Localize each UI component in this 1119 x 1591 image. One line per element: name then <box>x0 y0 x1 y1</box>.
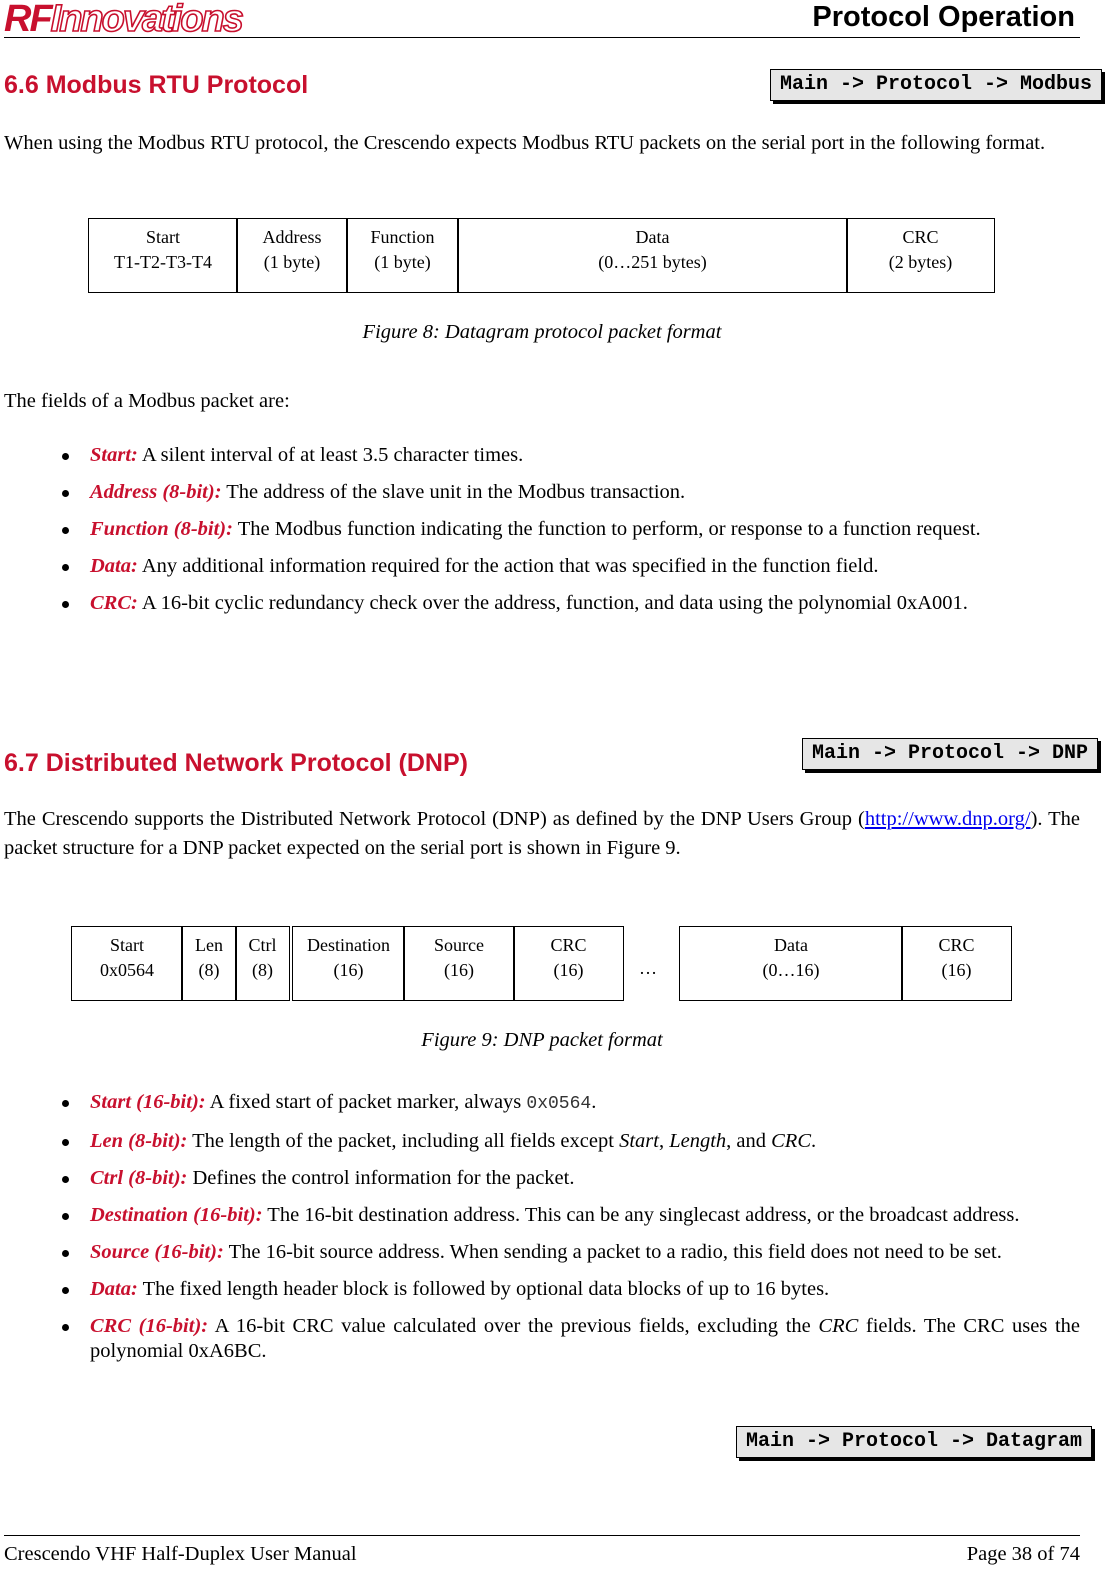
list-item: Address (8-bit): The address of the slave unit in the Modbus transaction. <box>4 480 1080 505</box>
section-heading-dnp: 6.7 Distributed Network Protocol (DNP) <box>4 749 468 777</box>
bullet-icon <box>62 490 69 497</box>
header-rule <box>4 37 1080 38</box>
company-logo: RFInnovations <box>4 0 242 40</box>
modbus-intro: When using the Modbus RTU protocol, the Crescendo expects Modbus RTU packets on the serial port in the following format. <box>4 132 1046 154</box>
packet-field-crc: CRC (2 bytes) <box>846 218 995 293</box>
list-item: Source (16-bit): The 16-bit source address. When sending a packet to a radio, this field does not need to be set. <box>4 1240 1080 1265</box>
modbus-field-list <box>4 443 1080 616</box>
list-item: Len (8-bit): The length of the packet, including all fields except Start, Length, and CRC. <box>4 1129 1080 1154</box>
bullet-icon <box>62 1287 69 1294</box>
packet-field-data: Data (0…16) <box>679 926 903 1001</box>
menu-path-datagram: Main -> Protocol -> Datagram <box>736 1426 1092 1458</box>
packet-field-start: Start 0x0564 <box>71 926 183 1001</box>
page-header-title: Protocol Operation <box>812 1 1075 33</box>
bullet-icon <box>62 1176 69 1183</box>
bullet-icon <box>62 527 69 534</box>
list-item: Start (16-bit): A fixed start of packet marker, always 0x0564. <box>4 1090 1080 1117</box>
list-item: Destination (16-bit): The 16-bit destination address. This can be any singlecast address, or the broadcast address. <box>4 1203 1080 1228</box>
menu-path-modbus: Main -> Protocol -> Modbus <box>770 69 1102 101</box>
bullet-icon <box>62 564 69 571</box>
dnp-intro: The Crescendo supports the Distributed Network Protocol (DNP) as defined by the DNP Users Group (http://www.dnp.org/). The packet structure for a DNP packet expected on the serial port is shown in Figure 9. <box>4 808 1080 859</box>
footer-rule <box>4 1535 1080 1536</box>
list-item: Data: The fixed length header block is followed by optional data blocks of up to 16 bytes. <box>4 1277 1080 1302</box>
packet-ellipsis: … <box>639 958 657 978</box>
menu-path-dnp: Main -> Protocol -> DNP <box>802 738 1098 770</box>
dnp-field-list <box>4 1090 1080 1364</box>
bullet-icon <box>62 1100 69 1107</box>
section-heading-modbus: 6.6 Modbus RTU Protocol <box>4 71 309 99</box>
packet-field-data: Data (0…251 bytes) <box>457 218 848 293</box>
packet-field-crc: CRC (16) <box>901 926 1012 1001</box>
list-item: Start: A silent interval of at least 3.5 character times. <box>4 443 1080 468</box>
dnp-website-link[interactable]: http://www.dnp.org/ <box>864 808 1031 830</box>
list-item: CRC: A 16-bit cyclic redundancy check over the address, function, and data using the polynomial 0xA001. <box>4 591 1080 616</box>
list-item: Function (8-bit): The Modbus function indicating the function to perform, or response to a function request. <box>4 517 1080 542</box>
packet-field-ctrl: Ctrl (8) <box>235 926 290 1001</box>
bullet-icon <box>62 1250 69 1257</box>
bullet-icon <box>62 453 69 460</box>
modbus-fields-intro: The fields of a Modbus packet are: <box>4 390 290 412</box>
packet-field-destination: Destination (16) <box>292 926 405 1001</box>
bullet-icon <box>62 1139 69 1146</box>
bullet-icon <box>62 1213 69 1220</box>
footer-page-number: Page 38 of 74 <box>966 1543 1080 1565</box>
packet-field-address: Address (1 byte) <box>236 218 348 293</box>
list-item: Ctrl (8-bit): Defines the control information for the packet. <box>4 1166 1080 1191</box>
bullet-icon <box>62 601 69 608</box>
packet-field-source: Source (16) <box>403 926 515 1001</box>
footer-manual-title: Crescendo VHF Half-Duplex User Manual <box>4 1543 357 1565</box>
bullet-icon <box>62 1324 69 1331</box>
packet-field-crc: CRC (16) <box>513 926 624 1001</box>
list-item: CRC (16-bit): A 16-bit CRC value calculated over the previous fields, excluding the CRC fields. The CRC uses the polynomial 0xA6BC. <box>4 1314 1080 1364</box>
packet-field-start: Start T1-T2-T3-T4 <box>88 218 238 293</box>
packet-field-len: Len (8) <box>181 926 237 1001</box>
packet-field-function: Function (1 byte) <box>346 218 459 293</box>
list-item: Data: Any additional information required for the action that was specified in the function field. <box>4 554 1080 579</box>
figure-8-caption: Figure 8: Datagram protocol packet format <box>362 321 722 343</box>
figure-9-caption: Figure 9: DNP packet format <box>421 1029 663 1051</box>
